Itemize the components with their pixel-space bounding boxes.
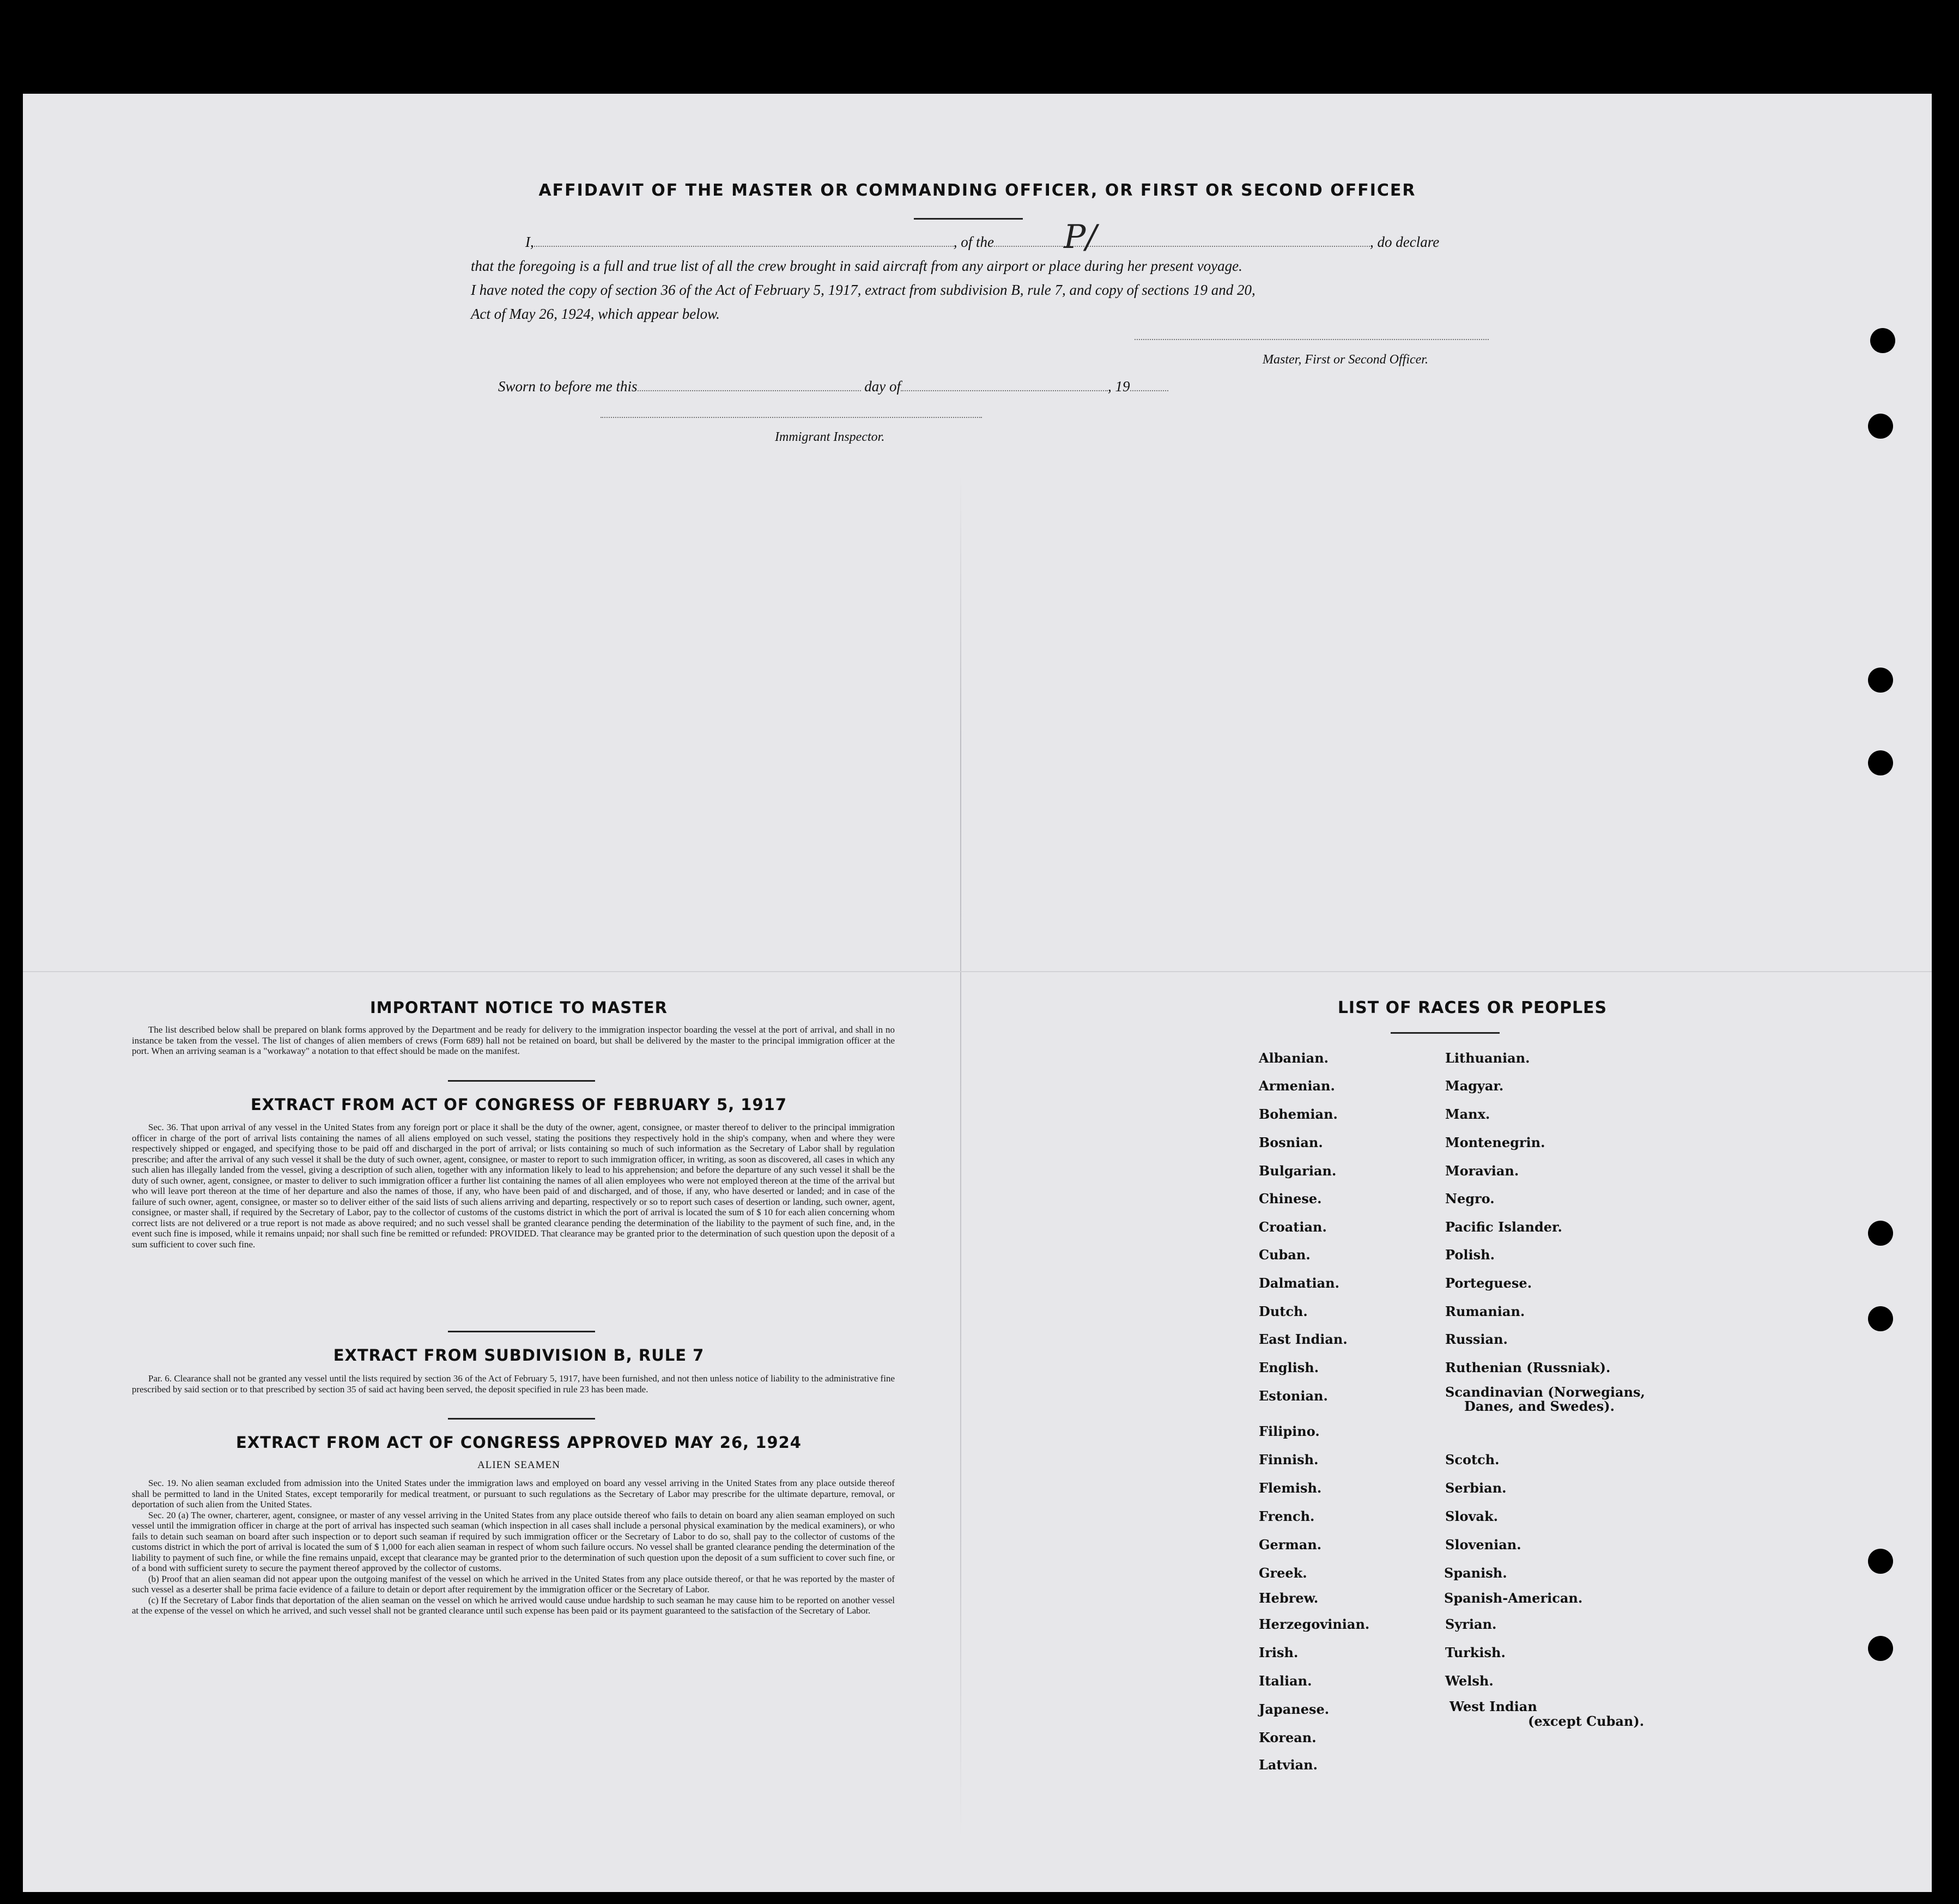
race-item: Estonian. — [1259, 1388, 1328, 1404]
race-item: Russian. — [1445, 1331, 1508, 1347]
race-item: Manx. — [1445, 1106, 1490, 1122]
section-rule — [448, 1331, 595, 1332]
subdivision-b-paragraph: Par. 6. Clearance shall not be granted any vessel until the lists required by section 36 of the Act of February 5, 1917, have been furnished, and not then unless notice of liability to the administrative fine prescribed by said section or to that prescribed by section 35 of said act having been served, the deposit specified in rule 23 has been made. — [132, 1373, 895, 1394]
sworn-line — [471, 374, 1495, 398]
race-item: Ruthenian (Russniak). — [1445, 1360, 1611, 1375]
affidavit-title: AFFIDAVIT OF THE MASTER OR COMMANDING OFFICER, OR FIRST OR SECOND OFFICER — [538, 181, 1416, 200]
section-rule — [448, 1418, 595, 1420]
affidavit-line-4: Act of May 26, 1924, which appear below. — [471, 306, 720, 322]
sworn-day-field[interactable] — [638, 378, 861, 391]
race-item: Cuban. — [1259, 1247, 1311, 1263]
race-item: (except Cuban). — [1528, 1713, 1645, 1729]
sec-20b-paragraph: (b) Proof that an alien seaman did not appear upon the outgoing manifest of the vessel on which he arrived in the United States from any place outside thereof, or that he was reported by the master of such vessel as a deserter shall be prima facie evidence of a failure to detain or deport after requirement by the immigration officer or the Secretary of Labor. — [132, 1573, 895, 1594]
sec-19-paragraph: Sec. 19. No alien seaman excluded from admission into the United States under the immigration laws and employed on board any vessel arriving in the United States from any place outside thereof shall be permitted to land in the United States, except temporarily for medical treatment, or pursuant to such regulations as the Secretary of Labor may prescribe for the ultimate departure, removal, or deportation of such alien from the United States. — [132, 1478, 895, 1509]
race-item: Filipino. — [1259, 1423, 1320, 1439]
race-item: Montenegrin. — [1445, 1135, 1545, 1150]
race-item: Irish. — [1259, 1645, 1299, 1660]
race-item: East Indian. — [1259, 1331, 1348, 1347]
fold-crease-vertical — [960, 475, 961, 1838]
race-item: French. — [1259, 1508, 1315, 1524]
race-item: Flemish. — [1259, 1480, 1322, 1496]
race-item: Serbian. — [1445, 1480, 1507, 1496]
race-item: Hebrew. — [1259, 1590, 1319, 1606]
race-item: Italian. — [1259, 1673, 1312, 1689]
notice-title: IMPORTANT NOTICE TO MASTER — [369, 998, 668, 1017]
inspector-caption: Immigrant Inspector. — [775, 430, 885, 444]
race-item: Herzegovinian. — [1259, 1616, 1370, 1632]
race-item: Polish. — [1445, 1247, 1495, 1263]
form-sheet — [23, 94, 1932, 1892]
affidavit-prefix: I, — [525, 234, 534, 250]
subdivision-b-text — [132, 1373, 895, 1394]
race-item: Spanish. — [1444, 1565, 1507, 1581]
races-title: LIST OF RACES OR PEOPLES — [1337, 998, 1608, 1017]
sworn-year-field[interactable] — [1130, 378, 1168, 391]
extract-1924-text — [132, 1478, 895, 1616]
race-item: Syrian. — [1445, 1616, 1497, 1632]
punch-hole — [1868, 1636, 1893, 1661]
sworn-month-field[interactable] — [901, 378, 1108, 391]
race-item: Slovak. — [1445, 1508, 1498, 1524]
master-caption: Master, First or Second Officer. — [1263, 353, 1428, 367]
aircraft-name-field[interactable] — [994, 234, 1370, 247]
race-item: Scandinavian (Norwegians, — [1445, 1384, 1645, 1400]
notice-text — [132, 1024, 895, 1057]
affidavit-line-1 — [471, 230, 1495, 254]
race-item: Greek. — [1259, 1565, 1307, 1581]
sworn-day-label: day of — [864, 378, 901, 395]
notice-paragraph: The list described below shall be prepared on blank forms approved by the Department and be ready for delivery to the immigration inspector boarding the vessel at the port of arrival, and shall in no instance be taken from the vessel. The list of changes of alien members of crews (Form 689) hall not be retained on board, but shall be delivered by the master to the principal immigration officer at the port. When an arriving seaman is a "workaway" a notation to that effect should be made on the manifest. — [132, 1024, 895, 1056]
subdivision-b-title: EXTRACT FROM SUBDIVISION B, RULE 7 — [333, 1346, 705, 1365]
extract-1924-subtitle: ALIEN SEAMEN — [477, 1459, 560, 1471]
race-item: Scotch. — [1445, 1452, 1500, 1468]
punch-hole — [1868, 1221, 1893, 1246]
fold-crease-horizontal — [23, 971, 1932, 972]
sworn-year-label: , 19 — [1108, 378, 1130, 395]
master-name-field[interactable] — [534, 234, 954, 247]
affidavit-line-3: I have noted the copy of section 36 of the Act of February 5, 1917, extract from subdivision B, rule 7, and copy of sections 19 and 20, — [471, 282, 1256, 298]
race-item: Spanish-American. — [1444, 1590, 1583, 1606]
punch-hole — [1868, 668, 1893, 693]
race-item: Finnish. — [1259, 1452, 1319, 1468]
race-item: Armenian. — [1259, 1078, 1335, 1094]
punch-hole — [1870, 328, 1895, 353]
affidavit-line-2: that the foregoing is a full and true list of all the crew brought in said aircraft from any airport or place during her present voyage. — [471, 258, 1242, 274]
extract-1917-paragraph: Sec. 36. That upon arrival of any vessel in the United States from any foreign port or place it shall be the duty of the owner, agent, consignee, or master thereof to deliver to the principal immigration officer in charge of the port of arrival lists containing the names of all aliens employed on such vessel, stating the positions they respectively hold in the ship's company, when and where they were respectively shipped or engaged, and specifying those to be paid off and discharged in the port of arrival; or lists containing so much of such information as the Secretary of Labor shall by regulation prescribe; and after the arrival of any such vessel it shall be the duty of such owner, agent, consignee, or master to report to such immigration officer, in writing, as soon as discovered, all cases in which any such alien has illegally landed from the vessel, giving a description of such alien, together with any information likely to lead to his apprehension; and before the departure of any such vessel it shall be the duty of such owner, agent, consignee, or master to deliver to such immigration officer a further list containing the names of all alien employees who were not employed thereon at the time of the arrival but who will leave port thereon at the time of her departure and also the names of those, if any, who have been paid of and discharged, and of those, if any, who have deserted or landed; and in case of the failure of such owner, agent, consignee, or master so to deliver either of the said lists of such aliens arriving and departing, respectively or so to report such cases of desertion or landing, such owner, agent, consignee, or master shall, if required by the Secretary of Labor, pay to the collector of customs of the customs district in which the port of arrival is located the sum of $ 10 for each alien concerning whom correct lists are not delivered or a true report is not made as above required; and no such vessel shall be granted clearance pending the determination of the liability to the payment of such fine, and, in the event such fine is imposed, while it remains unpaid; nor shall such fine be remitted or refunded: PROVIDED. That clearance may be granted prior to the determination of such question upon the deposit of a sum sufficient to cover such fine. — [132, 1122, 895, 1250]
race-item: West Indian — [1449, 1699, 1537, 1714]
race-item: Welsh. — [1445, 1673, 1494, 1689]
race-item: Albanian. — [1259, 1050, 1329, 1066]
race-item: Pacific Islander. — [1445, 1219, 1562, 1235]
race-item: Porteguese. — [1445, 1275, 1532, 1291]
affidavit-suffix: , do declare — [1370, 234, 1440, 250]
affidavit-title-rule — [914, 218, 1023, 220]
race-item: Negro. — [1445, 1191, 1495, 1206]
race-item: Chinese. — [1259, 1191, 1322, 1206]
race-item: Bohemian. — [1259, 1106, 1338, 1122]
punch-hole — [1868, 1549, 1893, 1574]
race-item: Latvian. — [1259, 1757, 1318, 1773]
sec-20a-paragraph: Sec. 20 (a) The owner, charterer, agent, consignee, or master of any vessel arriving in the United States from any place outside thereof who fails to detain on board any alien seaman employed on such vessel until the immigration officer in charge at the port of arrival has inspected such seaman (which inspection in all cases shall include a personal physical examination by the medical examiners), or who fails to detain such seaman on board after such inspection or to deport such seaman if required by such immigration officer or the Secretary of Labor to do so, shall pay to the collector of customs of the customs district in which the port of arrival is located the sum of $ 1,000 for each alien seaman in respect of whom such failure occurs. No vessel shall be granted clearance pending the determination of the liability to payment of such fine, or while the fine remains unpaid, except that clearance may be granted prior to the determination of such question upon the deposit of a sum sufficient to cover such fine, or of a bond with sufficient surety to secure the payment thereof approved by the collector of customs. — [132, 1509, 895, 1573]
punch-hole — [1868, 414, 1893, 439]
extract-1917-text — [132, 1122, 895, 1250]
extract-1917-title: EXTRACT FROM ACT OF CONGRESS OF FEBRUARY 5, 1917 — [250, 1095, 787, 1114]
master-signature-line[interactable] — [1135, 339, 1489, 340]
extract-1924-title: EXTRACT FROM ACT OF CONGRESS APPROVED MAY 26, 1924 — [236, 1433, 802, 1452]
section-rule — [448, 1080, 595, 1082]
affidavit-mid: , of the — [953, 234, 994, 250]
handwritten-entry: P/ — [1064, 218, 1097, 256]
race-item: Korean. — [1259, 1730, 1317, 1745]
inspector-signature-line[interactable] — [601, 417, 982, 418]
race-item: Moravian. — [1445, 1163, 1519, 1179]
race-item: Bosnian. — [1259, 1135, 1323, 1150]
race-item: Croatian. — [1259, 1219, 1327, 1235]
race-item: Lithuanian. — [1445, 1050, 1530, 1066]
race-item: Dutch. — [1259, 1303, 1308, 1319]
sworn-prefix: Sworn to before me this — [498, 378, 638, 395]
race-item: Magyar. — [1445, 1078, 1504, 1094]
race-item: Dalmatian. — [1259, 1275, 1339, 1291]
race-item: Slovenian. — [1445, 1537, 1521, 1553]
race-item: Rumanian. — [1445, 1303, 1525, 1319]
punch-hole — [1868, 750, 1893, 775]
race-item: Turkish. — [1445, 1645, 1506, 1660]
punch-hole — [1868, 1306, 1893, 1331]
race-item: Bulgarian. — [1259, 1163, 1337, 1179]
race-item: German. — [1259, 1537, 1322, 1553]
races-title-rule — [1391, 1032, 1500, 1034]
race-item: Danes, and Swedes). — [1464, 1398, 1615, 1414]
sec-20c-paragraph: (c) If the Secretary of Labor finds that deportation of the alien seaman on the vessel on which he arrived would cause undue hardship to such seaman he may cause him to be reported on another vessel at the expense of the vessel on which he arrived, and such vessel shall not be granted clearance until such expense has been paid or its payment guaranteed to the satisfaction of the Secretary of Labor. — [132, 1594, 895, 1616]
affidavit-body — [471, 230, 1495, 326]
race-item: English. — [1259, 1360, 1319, 1375]
race-item: Japanese. — [1259, 1701, 1330, 1717]
